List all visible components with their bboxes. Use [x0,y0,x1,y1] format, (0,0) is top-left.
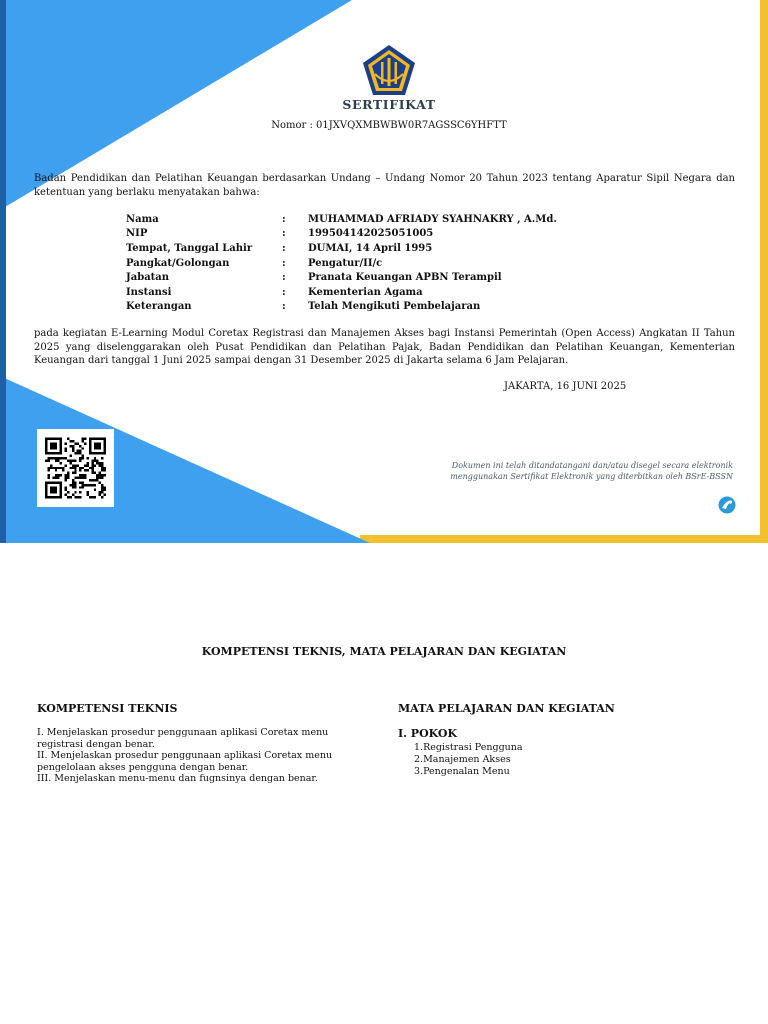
field-colon: : [282,286,286,298]
field-colon: : [282,228,286,240]
intro-paragraph: Badan Pendidikan dan Pelatihan Keuangan berdasarkan Undang – Undang Nomor 20 Tahun 2023 tentang Aparatur Sipil Negara dan ketentuan yang berlaku menyatakan bahwa: [34,173,735,198]
esign-line-1: Dokumen ini telah ditandatangani dan/atau disegel secara elektronik [451,461,733,470]
list-item: I. Menjelaskan prosedur penggunaan aplikasi Coretax menu registrasi dengan benar. [37,727,329,750]
bssn-logo-icon [718,496,736,514]
place-date: JAKARTA, 16 JUNI 2025 [504,381,627,392]
field-value: Telah Mengikuti Pembelajaran [308,301,481,313]
field-label: Pangkat/Golongan [126,257,230,269]
competency-list [37,727,357,785]
field-label: Jabatan [126,272,170,284]
field-value: DUMAI, 14 April 1995 [308,242,433,254]
field-colon: : [282,301,286,313]
info-row-birth [126,241,557,256]
field-colon: : [282,257,286,269]
competency-title: KOMPETENSI TEKNIS, MATA PELAJARAN DAN KEGIATAN [201,645,567,658]
field-colon: : [282,242,286,254]
info-row-nip [126,227,557,242]
certificate-number: Nomor : 01JXVQXMBWBW0R7AGSSC6YHFTT [271,120,507,131]
field-value: Pranata Keuangan APBN Terampil [308,272,502,284]
competency-heading: KOMPETENSI TEKNIS [37,702,178,715]
electronic-signature-note [403,460,733,482]
list-item: II. Menjelaskan prosedur penggunaan aplikasi Coretax menu pengelolaan akses pengguna dengan benar. [37,750,333,773]
info-row-agency [126,285,557,300]
subjects-heading: MATA PELAJARAN DAN KEGIATAN [398,702,615,715]
field-colon: : [282,213,286,225]
certificate-title: SERTIFIKAT [342,97,436,112]
competency-column [37,702,357,785]
info-row-note [126,300,557,315]
field-label: NIP [126,228,148,240]
field-value: Pengatur/II/c [308,257,383,269]
info-row-rank [126,256,557,271]
list-item: 1.Registrasi Pengguna [414,742,523,753]
subjects-column [398,702,728,778]
field-label: Tempat, Tanggal Lahir [126,242,253,254]
info-row-position [126,270,557,285]
field-label: Nama [126,213,159,225]
field-value: MUHAMMAD AFRIADY SYAHNAKRY , A.Md. [308,213,557,225]
field-colon: : [282,272,286,284]
qr-code-graphic [45,437,106,499]
field-label: Keterangan [126,301,192,313]
info-row-nama [126,212,557,227]
pokok-heading: I. POKOK [398,727,458,740]
qr-code-icon [37,429,114,507]
field-value: 199504142025051005 [308,228,434,240]
body-paragraph: pada kegiatan E-Learning Modul Coretax Registrasi dan Manajemen Akses bagi Instansi Pemerintah (Open Access) Angkatan II Tahun 2025 yang diselenggarakan oleh Pusat Pendidikan dan Pelatihan Pajak, Badan Pendidikan dan Pelatihan Keuangan, Kementerian Keuangan dari tanggal 1 Juni 2025 sampai dengan 31 Desember 2025 di Jakarta selama 6 Jam Pelajaran. [34,328,735,366]
field-label: Instansi [126,286,172,298]
recipient-info [126,212,557,314]
field-value: Kementerian Agama [308,286,423,298]
list-item: III. Menjelaskan menu-menu dan fugnsinya dengan benar. [37,773,318,784]
list-item: 3.Pengenalan Menu [414,766,510,777]
esign-line-2: menggunakan Sertifikat Elektronik yang diterbitkan oleh BSrE-BSSN [450,472,733,481]
list-item: 2.Manajemen Akses [414,754,511,765]
kemenkeu-emblem-icon [361,44,417,96]
